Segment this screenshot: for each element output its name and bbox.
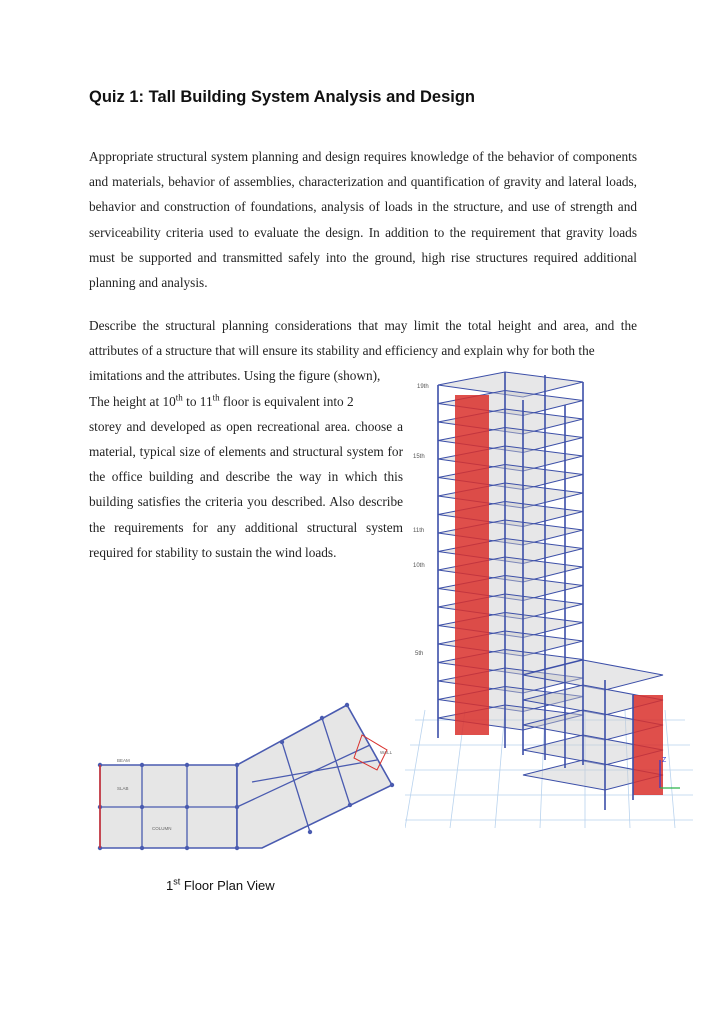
floor-labels [413, 384, 429, 657]
core-shear-wall [455, 395, 489, 735]
floor-label-15: 15th [413, 454, 425, 460]
floor-label-5: 5th [415, 651, 424, 657]
question-line-limitations: imitations and the attributes. Using the figure (shown), [89, 368, 381, 384]
floor-label-19: 19th [417, 384, 429, 390]
figure-caption: 1st Floor Plan View [166, 876, 275, 893]
plan-label-slab: SLAB [117, 786, 129, 791]
plan-label-wall: WALL [380, 750, 393, 755]
axis-z-label: Z [662, 757, 667, 764]
building-3d-model [405, 360, 695, 830]
floor-label-11: 11th [413, 528, 425, 534]
plan-label-beam: BEAM [117, 758, 130, 763]
floor-plan-drawing [92, 690, 402, 860]
floor-label-10: 10th [413, 563, 425, 569]
question-line-height: The height at 10th to 11th floor is equivalent into 2 [89, 392, 354, 409]
intro-paragraph: Appropriate structural system planning and design requires knowledge of the behavior of components and materials, behavior of assemblies, characterization and quantification of gravity and lateral loads, behavior and construction of foundations, analysis of loads in the structure, and use of strength and serviceability criteria used to evaluate the design. In addition to the requirement that gravity loads must be supported and transmitted safely into the ground, high rise structures required additional planning and analysis. [89, 149, 637, 291]
plan-label-column: COLUMN [152, 826, 172, 831]
question-rest-text: storey and developed as open recreational area. choose a material, typical size of elements and structural system for the office building and describe the way in which this building satisfies the criteria you described. Also describe the requirements for any additional structural system required for stability to sustain the wind loads. [89, 418, 403, 560]
page-title: Quiz 1: Tall Building System Analysis and Design [89, 88, 475, 106]
wing-shear-wall [633, 695, 663, 795]
question-lead-text: Describe the structural planning considerations that may limit the total height and area, and the attributes of a structure that will ensure its stability and efficiency and explain why for both the [89, 318, 637, 359]
plan-slabs [100, 705, 392, 848]
